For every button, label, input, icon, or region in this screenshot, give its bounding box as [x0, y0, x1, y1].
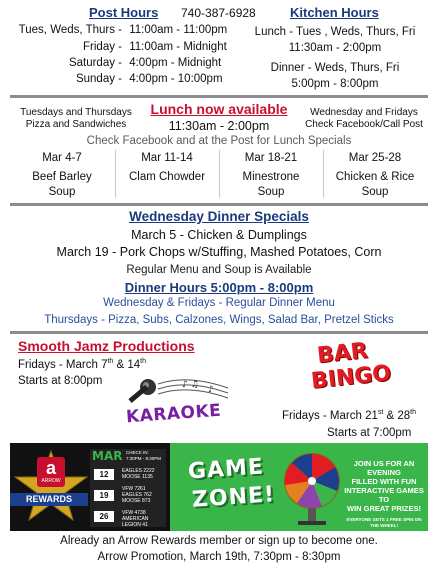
dinner-special-1: March 5 - Chicken & Dumplings [131, 228, 307, 242]
bingo-sup: st [377, 409, 384, 416]
calendar-entry [122, 468, 155, 480]
calendar-header-time: 7:30PM - 8:30PM [126, 456, 162, 461]
bar-bingo-logo [307, 338, 397, 405]
calendar-day: 19 [94, 490, 114, 501]
jamz-dates-text: & 14 [113, 358, 141, 371]
bingo-sup: th [410, 409, 417, 416]
section-divider [10, 203, 428, 206]
post-hours-days: Friday - [83, 41, 122, 53]
calendar-entry [122, 486, 152, 504]
dinner-wedfri-note: Wednesday & Fridays - Regular Dinner Menu [103, 297, 335, 309]
bingo-text: BINGO [309, 360, 393, 395]
soup-name: Beef Barley [32, 171, 92, 183]
dinner-regular-note: Regular Menu and Soup is Available [126, 264, 312, 276]
calendar-day: 12 [94, 469, 114, 480]
arrow-footer-2: Arrow Promotion, March 19th, 7:30pm - 8:30pm [97, 551, 341, 563]
soup-cell [10, 151, 114, 200]
jamz-dates-text: Fridays - March 7 [18, 358, 108, 371]
jamz-sup: th [140, 358, 147, 365]
soup-name-line2: Soup [257, 186, 285, 198]
promo-line: FILLED WITH FUN [351, 477, 417, 486]
promo-calendar [90, 449, 166, 527]
promo-line: JOIN US FOR AN EVENING [353, 459, 415, 477]
bingo-dates-text: Fridays - March 21 [282, 409, 378, 422]
lunch-left-line1: Tuesdays and Thursdays [20, 107, 132, 118]
prize-wheel-icon [282, 449, 342, 529]
karaoke-graphic [118, 370, 238, 434]
soup-name-line2: Soup [48, 186, 76, 198]
calendar-entry-line: MOOSE 1135 [122, 474, 153, 480]
soup-cell [323, 151, 427, 200]
svg-text:♪: ♪ [208, 385, 214, 395]
karaoke-label: KARAOKE [125, 400, 222, 428]
lunch-time: 11:30am - 2:00pm [168, 119, 270, 133]
calendar-month: MAR [92, 449, 123, 463]
promo-text [342, 459, 426, 529]
section-divider [10, 331, 428, 334]
rewards-banner: REWARDS [10, 493, 88, 506]
calendar-entry [122, 510, 166, 528]
soup-date: Mar 25-28 [348, 152, 402, 164]
post-hours-time: 11:00am - 11:00pm [129, 24, 228, 36]
jamz-title: Smooth Jamz Productions [18, 338, 195, 354]
game-zone-title-2: ZONE! [191, 482, 276, 513]
arrow-logo [37, 457, 65, 487]
kitchen-dinner-days: Dinner - Weds, Thurs, Fri [270, 62, 400, 74]
lunch-right-note [296, 107, 432, 131]
calendar-entry-line: VFW 4738 [122, 510, 146, 516]
post-hours-days: Tues, Weds, Thurs - [18, 24, 122, 36]
post-hours-days: Sunday - [75, 73, 122, 85]
lunch-left-note [16, 107, 136, 131]
post-hours-time: 4:00pm - Midnight [129, 57, 222, 69]
arrow-footer-1: Already an Arrow Rewards member or sign up to become one. [60, 535, 378, 547]
calendar-header: CHECK IN: [126, 450, 149, 455]
post-hours-row [14, 73, 223, 85]
dinner-thursday-note: Thursdays - Pizza, Subs, Calzones, Wings, Salad Bar, Pretzel Sticks [44, 314, 394, 326]
lunch-specials-note: Check Facebook and at the Post for Lunch Specials [86, 135, 352, 147]
bingo-dates-text: & 28 [383, 409, 411, 422]
post-hours-row [14, 41, 227, 53]
soup-cell [219, 151, 323, 200]
lunch-right-line2: Check Facebook/Call Post [305, 119, 423, 130]
soup-name: Chicken & Rice [335, 171, 415, 183]
promo-small-print: EVERYONE GETS 1 FREE SPIN ON THE WHEEL! [346, 517, 422, 528]
arrow-rewards-panel [10, 443, 170, 531]
post-hours-title: Post Hours [89, 5, 159, 20]
post-hours-days: Saturday - [68, 57, 122, 69]
kitchen-dinner-time: 5:00pm - 8:00pm [291, 78, 379, 90]
lunch-title: Lunch now available [150, 101, 288, 117]
jamz-start: Starts at 8:00pm [18, 375, 103, 387]
post-hours-row [14, 57, 221, 69]
soup-name: Minestrone [242, 171, 300, 183]
arrow-logo-small: ARROW [41, 478, 61, 484]
soup-date: Mar 4-7 [42, 152, 82, 164]
calendar-entry-line: EAGLES 2222 [122, 468, 155, 474]
calendar-entry-line: EAGLES 762 [122, 492, 152, 498]
dinner-title: Wednesday Dinner Specials [129, 209, 309, 224]
soup-cell [115, 151, 219, 185]
soup-name: Clam Chowder [128, 171, 206, 183]
bingo-dates [282, 409, 416, 422]
lunch-right-line1: Wednesday and Fridays [310, 107, 418, 118]
post-hours-row [14, 24, 227, 36]
promo-line: WIN GREAT PRIZES! [346, 504, 422, 513]
bingo-start: Starts at 7:00pm [327, 427, 412, 439]
soup-name-line2: Soup [361, 186, 389, 198]
svg-text:♪ ♫: ♪ ♫ [182, 380, 199, 390]
calendar-entry-line: AMERICAN LEGION 41 [122, 516, 149, 528]
post-hours-time: 4:00pm - 10:00pm [129, 73, 223, 85]
calendar-entry-line: MOOSE 873 [122, 498, 151, 504]
promo-line: INTERACTIVE GAMES TO [344, 486, 424, 504]
game-zone-panel [170, 443, 428, 531]
soup-date: Mar 18-21 [244, 152, 298, 164]
calendar-entry-line: VFW 7261 [122, 486, 146, 492]
post-phone[interactable]: 740-387-6928 [181, 6, 256, 20]
lunch-left-line2: Pizza and Sandwiches [25, 119, 127, 130]
soup-date: Mar 11-14 [141, 152, 193, 164]
dinner-special-2: March 19 - Pork Chops w/Stuffing, Mashed Potatoes, Corn [56, 245, 382, 259]
dinner-hours-title: Dinner Hours 5:00pm - 8:00pm [124, 280, 314, 295]
jamz-dates [18, 358, 146, 371]
bar-text: BAR [315, 338, 369, 369]
jamz-sup: th [107, 358, 114, 365]
kitchen-hours-title: Kitchen Hours [290, 5, 379, 20]
kitchen-lunch-days: Lunch - Tues , Weds, Thurs, Fri [254, 26, 416, 38]
post-hours-time: 11:00am - Midnight [129, 41, 227, 53]
kitchen-lunch-time: 11:30am - 2:00pm [288, 42, 382, 54]
game-zone-title: GAME [187, 454, 265, 485]
calendar-day: 26 [94, 511, 114, 522]
section-divider [10, 95, 428, 98]
arrow-logo-letter: a [45, 458, 56, 478]
